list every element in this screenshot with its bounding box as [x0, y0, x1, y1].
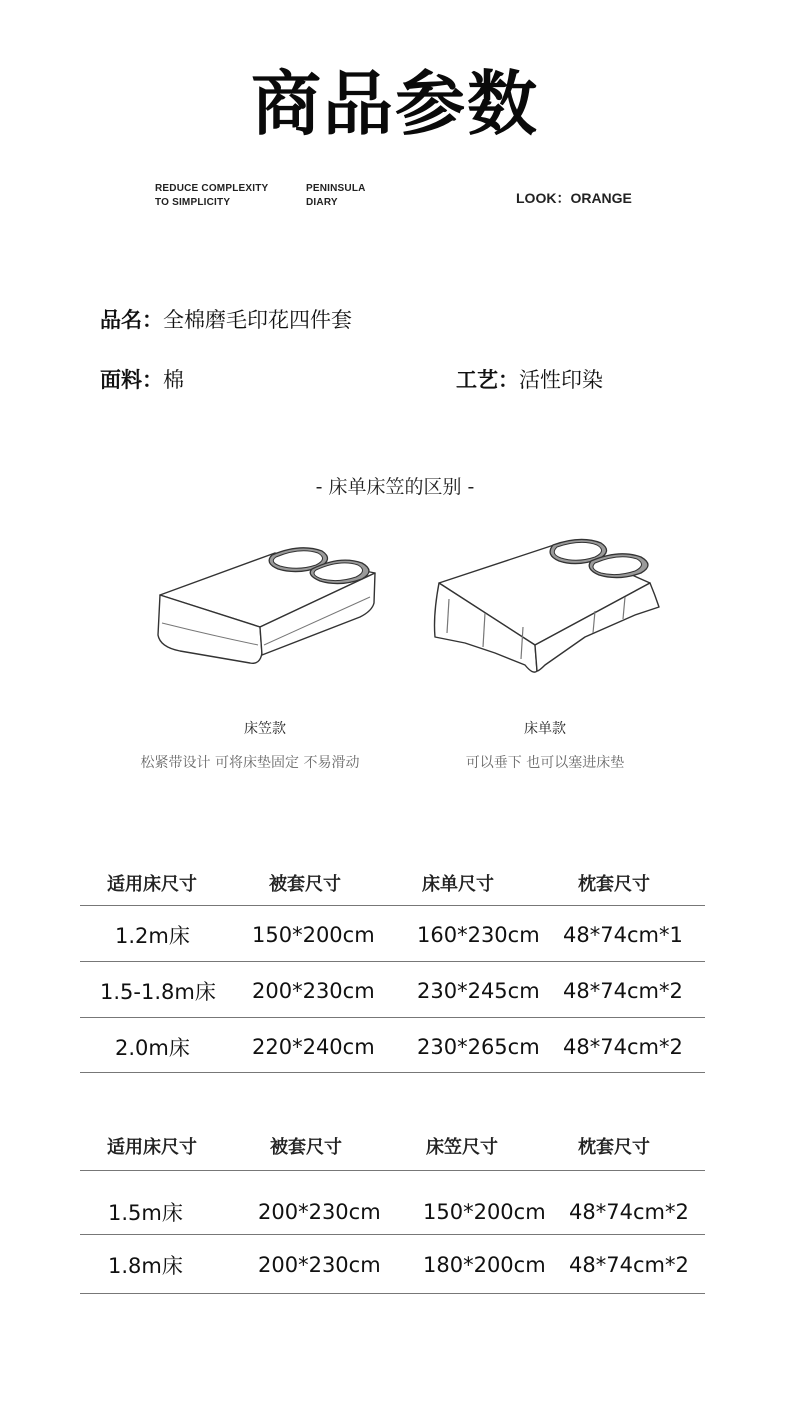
size-table-flat-sheet: [80, 855, 705, 1073]
slogan-line-2: TO SIMPLICITY: [155, 197, 231, 208]
table-row: [80, 905, 705, 961]
cell-pillowcase-size: 48*74cm*2: [569, 1253, 689, 1277]
header-bed-size: 适用床尺寸: [107, 1137, 197, 1158]
header-bed-size: 适用床尺寸: [107, 874, 197, 895]
fitted-sheet-title: 床笠款: [244, 721, 286, 737]
table-header: [80, 855, 705, 905]
slogan-line-1: REDUCE COMPLEXITY: [155, 183, 269, 194]
product-craft: [456, 364, 603, 394]
header-pillowcase-size: 枕套尺寸: [578, 1137, 650, 1158]
fitted-sheet-description: 松紧带设计 可将床垫固定 不易滑动: [140, 755, 360, 771]
header-duvet-size: 被套尺寸: [270, 1137, 342, 1158]
cell-duvet-size: 200*230cm: [252, 979, 375, 1003]
cell-pillowcase-size: 48*74cm*1: [563, 923, 683, 947]
cell-pillowcase-size: 48*74cm*2: [563, 1035, 683, 1059]
cell-fitted-sheet-size: 180*200cm: [423, 1253, 546, 1277]
cell-sheet-size: 230*265cm: [417, 1035, 540, 1059]
fabric-label: 面料：: [100, 368, 163, 392]
flat-sheet-bed-illustration: [425, 535, 665, 680]
product-fabric: [100, 364, 184, 394]
cell-duvet-size: 200*230cm: [258, 1253, 381, 1277]
fabric-value: 棉: [163, 368, 184, 392]
section-heading-difference: - 床单床笠的区别 -: [315, 476, 475, 498]
flat-sheet-title: 床单款: [524, 721, 566, 737]
flat-sheet-description: 可以垂下 也可以塞进床垫: [465, 755, 625, 771]
cell-bed-size: 1.5m床: [108, 1201, 183, 1225]
cell-bed-size: 1.8m床: [108, 1254, 183, 1278]
brand-line-1: PENINSULA: [306, 183, 366, 194]
cell-pillowcase-size: 48*74cm*2: [569, 1200, 689, 1224]
craft-value: 活性印染: [519, 368, 603, 392]
cell-duvet-size: 150*200cm: [252, 923, 375, 947]
table-header: [80, 1120, 705, 1170]
cell-pillowcase-size: 48*74cm*2: [563, 979, 683, 1003]
brand-tag: [306, 182, 396, 210]
color-look-label: LOOK：ORANGE: [516, 190, 632, 206]
header-fitted-sheet-size: 床笠尺寸: [426, 1137, 498, 1158]
header-pillowcase-size: 枕套尺寸: [578, 874, 650, 895]
table-row: [80, 1017, 705, 1073]
page-title: 商品参数: [251, 63, 539, 145]
cell-sheet-size: 230*245cm: [417, 979, 540, 1003]
header-sheet-size: 床单尺寸: [422, 874, 494, 895]
size-table-fitted-sheet: [80, 1120, 705, 1294]
cell-duvet-size: 200*230cm: [258, 1200, 381, 1224]
cell-bed-size: 1.5-1.8m床: [100, 980, 216, 1004]
table-row: [80, 1170, 705, 1234]
product-name: [100, 304, 352, 334]
header-duvet-size: 被套尺寸: [269, 874, 341, 895]
cell-bed-size: 1.2m床: [115, 924, 190, 948]
table-row: [80, 961, 705, 1017]
product-name-label: 品名：: [100, 308, 163, 332]
slogan-tag: [155, 182, 285, 210]
cell-sheet-size: 160*230cm: [417, 923, 540, 947]
cell-bed-size: 2.0m床: [115, 1036, 190, 1060]
craft-label: 工艺：: [456, 368, 519, 392]
fitted-sheet-bed-illustration: [150, 535, 380, 670]
table-row: [80, 1234, 705, 1294]
cell-fitted-sheet-size: 150*200cm: [423, 1200, 546, 1224]
product-name-value: 全棉磨毛印花四件套: [163, 308, 352, 332]
brand-line-2: DIARY: [306, 197, 338, 208]
cell-duvet-size: 220*240cm: [252, 1035, 375, 1059]
